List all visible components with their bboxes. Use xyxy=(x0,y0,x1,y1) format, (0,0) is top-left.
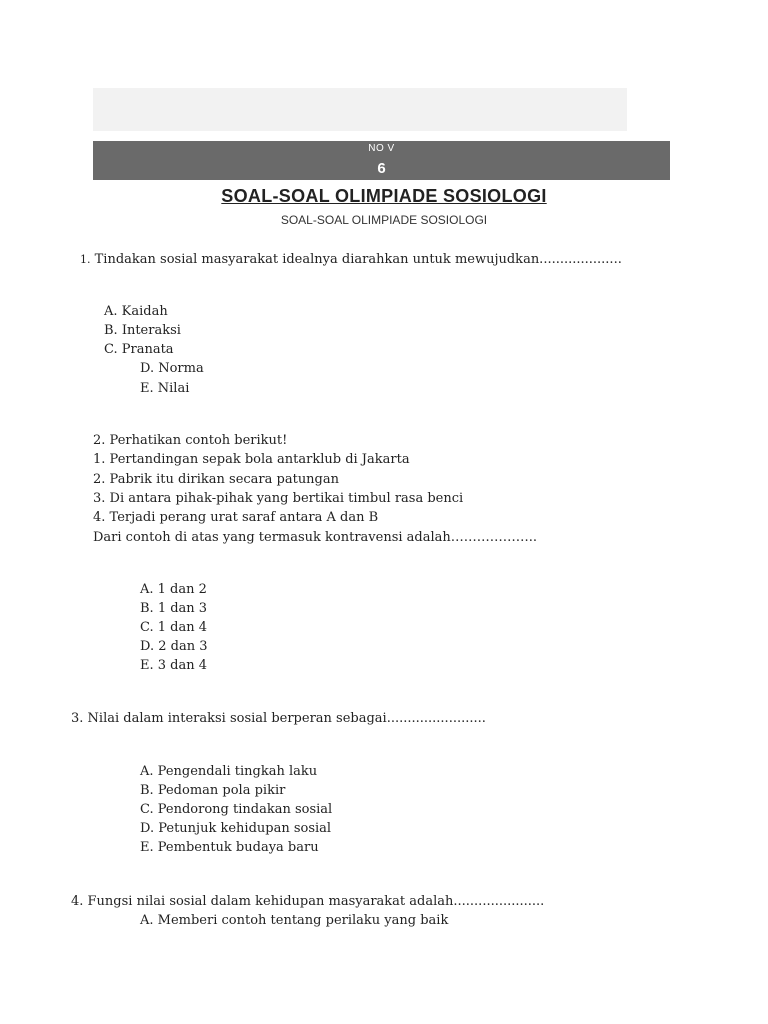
q1-option-e: E. Nilai xyxy=(140,381,190,396)
question-2-line-2: 1. Pertandingan sepak bola antarklub di Jakarta xyxy=(93,452,410,467)
date-month: NO V xyxy=(368,143,395,154)
question-1 xyxy=(80,251,622,268)
q1-option-c: C. Pranata xyxy=(104,342,174,357)
question-2-line-4: 3. Di antara pihak-pihak yang bertikai timbul rasa benci xyxy=(93,491,464,506)
question-1-number: 1. xyxy=(80,253,91,266)
question-1-text: Tindakan sosial masyarakat idealnya diarahkan untuk mewujudkan.................... xyxy=(94,252,622,267)
question-2-line-6: Dari contoh di atas yang termasuk kontravensi adalah……………….. xyxy=(93,530,538,545)
q3-option-c: C. Pendorong tindakan sosial xyxy=(140,802,333,817)
q2-option-e: E. 3 dan 4 xyxy=(140,658,208,673)
q2-option-c: C. 1 dan 4 xyxy=(140,620,207,635)
question-3: 3. Nilai dalam interaksi sosial berperan sebagai........................ xyxy=(71,711,486,726)
q3-option-d: D. Petunjuk kehidupan sosial xyxy=(140,821,332,836)
q2-option-d: D. 2 dan 3 xyxy=(140,639,208,654)
question-2-line-5: 4. Terjadi perang urat saraf antara A dan B xyxy=(93,510,379,525)
document-subtitle: SOAL-SOAL OLIMPIADE SOSIOLOGI xyxy=(280,213,488,227)
ad-placeholder xyxy=(93,88,627,131)
q1-option-d: D. Norma xyxy=(140,361,204,376)
q4-option-a: A. Memberi contoh tentang perilaku yang baik xyxy=(140,913,449,928)
q3-option-b: B. Pedoman pola pikir xyxy=(140,783,286,798)
document-title: SOAL-SOAL OLIMPIADE SOSIOLOGI xyxy=(221,186,547,206)
q2-option-a: A. 1 dan 2 xyxy=(140,582,207,597)
question-4: 4. Fungsi nilai sosial dalam kehidupan masyarakat adalah...................... xyxy=(71,894,545,909)
date-banner xyxy=(93,141,670,180)
question-2-line-3: 2. Pabrik itu dirikan secara patungan xyxy=(93,472,340,487)
q3-option-a: A. Pengendali tingkah laku xyxy=(140,764,318,779)
q2-option-b: B. 1 dan 3 xyxy=(140,601,208,616)
q1-option-b: B. Interaksi xyxy=(104,323,181,338)
date-day: 6 xyxy=(377,160,386,177)
q1-option-a: A. Kaidah xyxy=(104,304,168,319)
question-2-line-1: 2. Perhatikan contoh berikut! xyxy=(93,433,288,448)
q3-option-e: E. Pembentuk budaya baru xyxy=(140,840,319,855)
